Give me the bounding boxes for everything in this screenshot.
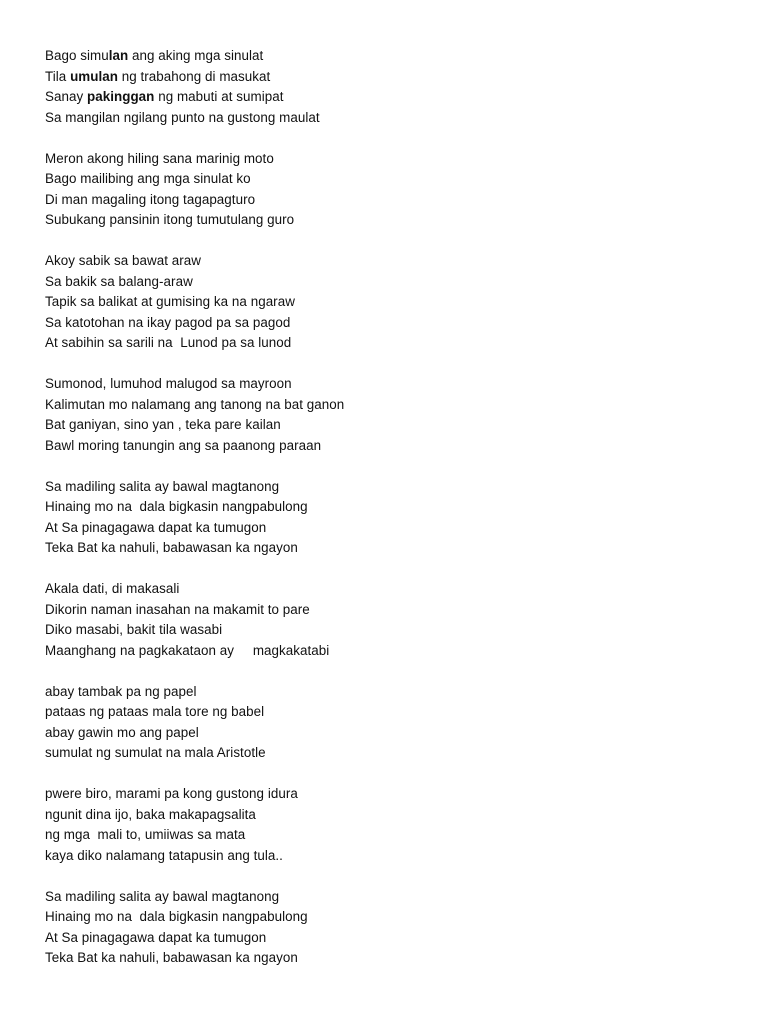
poem-line: [45, 743, 745, 764]
poem-line: [45, 149, 745, 170]
text-segment: ng mga mali to, umiiwas sa mata: [45, 827, 246, 842]
text-segment: Sa madiling salita ay bawal magtanong: [45, 478, 280, 494]
text-segment: ng trabahong di masukat: [117, 68, 271, 84]
poem-line: [45, 292, 745, 313]
poem-line: [45, 497, 745, 518]
poem-line: [45, 620, 745, 641]
text-segment: kaya diko nalamang tatapusin ang tula..: [45, 847, 283, 863]
poem-line: [45, 46, 745, 67]
poem-line: [45, 579, 745, 600]
poem-line: [45, 108, 745, 129]
poem-line: [45, 374, 745, 395]
poem-line: [45, 682, 745, 703]
poem-line: [45, 67, 745, 88]
text-segment: Tapik sa balikat at gumising ka na ngaraw: [45, 294, 295, 309]
poem-line: [45, 87, 745, 108]
poem-line: [45, 928, 745, 949]
bold-word: lan: [108, 48, 129, 63]
text-segment: At Sa pinagagawa dapat ka tumugon: [45, 519, 267, 535]
poem-line: [45, 784, 745, 805]
text-segment: Sa mangilan ngilang punto na gustong maulat: [45, 109, 320, 125]
text-segment: Bat ganiyan, sino yan , teka pare kailan: [45, 417, 281, 432]
text-segment: Dikorin naman inasahan na makamit to pare: [45, 601, 310, 617]
poem-stanza: [45, 579, 745, 661]
poem-stanza: [45, 374, 745, 456]
text-segment: Maanghang na pagkakataon ay magkakatabi: [45, 642, 330, 658]
poem-line: [45, 948, 745, 969]
poem-stanza: [45, 251, 745, 354]
poem-line: [45, 641, 745, 662]
poem-line: [45, 210, 745, 231]
text-segment: ngunit dina ijo, baka makapagsalita: [45, 806, 256, 822]
text-segment: Teka Bat ka nahuli, babawasan ka ngayon: [45, 540, 298, 555]
poem-line: [45, 723, 745, 744]
text-segment: Bawl moring tanungin ang sa paanong paraan: [45, 437, 322, 453]
poem-line: [45, 333, 745, 354]
poem-stanza: [45, 784, 745, 866]
text-segment: sumulat ng sumulat na mala Aristotle: [45, 745, 266, 760]
text-segment: Sumonod, lumuhod malugod sa mayroon: [45, 376, 292, 391]
text-segment: pataas ng pataas mala tore ng babel: [45, 704, 265, 719]
poem-stanza: [45, 887, 745, 969]
poem-line: [45, 887, 745, 908]
poem-line: [45, 702, 745, 723]
poem-line: [45, 436, 745, 457]
bold-word: pakinggan: [87, 89, 155, 104]
poem-line: [45, 169, 745, 190]
text-segment: Akoy sabik sa bawat araw: [45, 253, 202, 268]
poem-line: [45, 825, 745, 846]
text-segment: Meron akong hiling sana marinig moto: [45, 150, 274, 166]
text-segment: pwere biro, marami pa kong gustong idura: [45, 786, 298, 801]
poem-stanza: [45, 682, 745, 764]
text-segment: Sanay: [45, 89, 87, 104]
text-segment: abay gawin mo ang papel: [45, 724, 199, 740]
poem-line: [45, 415, 745, 436]
text-segment: Sa madiling salita ay bawal magtanong: [45, 888, 280, 904]
document-page: [45, 46, 745, 989]
text-segment: Akala dati, di makasali: [45, 581, 180, 596]
text-segment: Kalimutan mo nalamang ang tanong na bat ganon: [45, 396, 345, 412]
text-segment: ng mabuti at sumipat: [154, 89, 284, 104]
text-segment: Diko masabi, bakit tila wasabi: [45, 622, 223, 637]
poem-stanza: [45, 477, 745, 559]
poem-line: [45, 518, 745, 539]
poem-line: [45, 805, 745, 826]
text-segment: ang aking mga sinulat: [128, 48, 264, 63]
text-segment: At sabihin sa sarili na Lunod pa sa lunod: [45, 335, 292, 350]
text-segment: Hinaing mo na dala bigkasin nangpabulong: [45, 499, 308, 514]
poem-line: [45, 846, 745, 867]
poem-line: [45, 907, 745, 928]
text-segment: Bago mailibing ang mga sinulat ko: [45, 171, 251, 186]
text-segment: Sa katotohan na ikay pagod pa sa pagod: [45, 314, 291, 330]
text-segment: At Sa pinagagawa dapat ka tumugon: [45, 929, 267, 945]
text-segment: Hinaing mo na dala bigkasin nangpabulong: [45, 909, 308, 924]
text-segment: abay tambak pa ng papel: [45, 683, 197, 699]
poem-stanza: [45, 46, 745, 128]
text-segment: Sa bakik sa balang-araw: [45, 273, 193, 289]
poem-line: [45, 600, 745, 621]
poem-line: [45, 190, 745, 211]
text-segment: Tila: [45, 68, 71, 84]
poem-line: [45, 395, 745, 416]
text-segment: Subukang pansinin itong tumutulang guro: [45, 212, 295, 227]
poem-stanza: [45, 149, 745, 231]
text-segment: Di man magaling itong tagapagturo: [45, 191, 256, 207]
poem-line: [45, 251, 745, 272]
poem-line: [45, 538, 745, 559]
poem-line: [45, 272, 745, 293]
bold-word: umulan: [70, 68, 118, 84]
poem-line: [45, 313, 745, 334]
text-segment: Bago simu: [45, 48, 109, 63]
poem-line: [45, 477, 745, 498]
text-segment: Teka Bat ka nahuli, babawasan ka ngayon: [45, 950, 298, 965]
